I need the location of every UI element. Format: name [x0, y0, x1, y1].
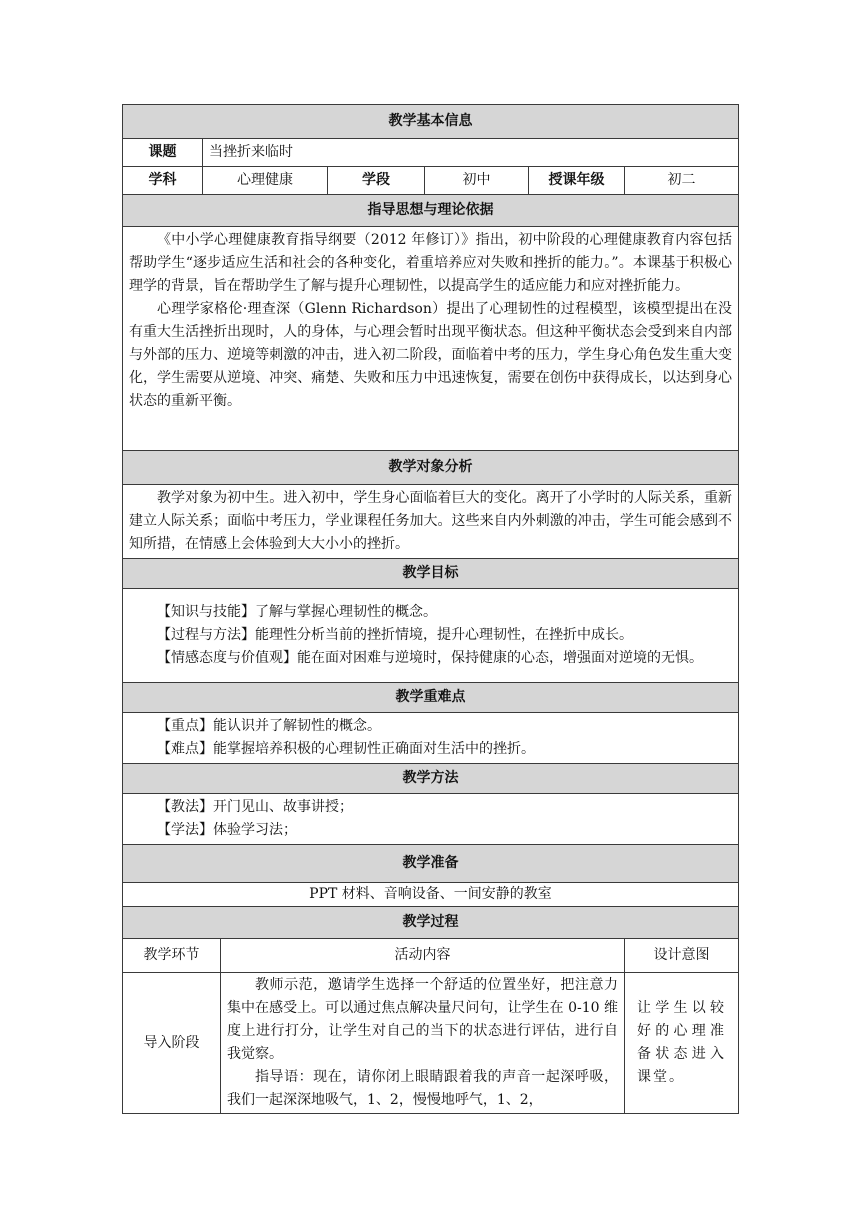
preparation-content: PPT 材料、音响设备、一间安静的教室	[123, 883, 739, 907]
teaching-method: 【教法】开门见山、故事讲授；	[157, 799, 353, 815]
grade-label: 授课年级	[529, 167, 625, 195]
goals-content	[123, 589, 739, 683]
subject-label: 学科	[123, 167, 203, 195]
guiding-header: 指导思想与理论依据	[123, 195, 739, 227]
topic-value: 当挫折来临时	[203, 139, 739, 167]
process-col-intent: 设计意图	[625, 939, 739, 973]
methods-content	[123, 794, 739, 845]
stage-label: 学段	[328, 167, 425, 195]
subject-value: 心理健康	[203, 167, 328, 195]
process-intent-intro: 让学生以较好的心理准备状态进入课堂。	[625, 973, 739, 1114]
grade-value: 初二	[625, 167, 739, 195]
process-stage-intro: 导入阶段	[123, 973, 221, 1114]
stage-value: 初中	[425, 167, 529, 195]
key-points-content	[123, 713, 739, 764]
process-header: 教学过程	[123, 907, 739, 939]
audience-paragraph: 教学对象为初中生。进入初中，学生身心面临着巨大的变化。离开了小学时的人际关系，重新建立人际关系；面临中考压力，学业课程任务加大。这些来自内外刺激的冲击，学生可能会感到不知所措，在情感上会体验到大大小小的挫折。	[129, 490, 732, 552]
guiding-paragraph-2: 心理学家格伦·理查深（Glenn Richardson）提出了心理韧性的过程模型，该模型提出在没有重大生活挫折出现时，人的身体，与心理会暂时出现平衡状态。但这种平衡状态会受到来自内部与外部的压力、逆境等刺激的冲击，进入初二阶段，面临着中考的压力，学生身心角色发生重大变化，学生需要从逆境、冲突、痛楚、失败和压力中迅速恢复，需要在创伤中获得成长，以达到身心状态的重新平衡。	[129, 301, 732, 409]
process-col-activity: 活动内容	[221, 939, 625, 973]
audience-content	[123, 485, 739, 559]
preparation-header: 教学准备	[123, 845, 739, 883]
methods-header: 教学方法	[123, 764, 739, 794]
audience-header: 教学对象分析	[123, 451, 739, 485]
activity-paragraph-1: 教师示范，邀请学生选择一个舒适的位置坐好，把注意力集中在感受上。可以通过焦点解决量尺问句，让学生在 0-10 维度上进行打分，让学生对自己的当下的状态进行评估，进行自我觉察。	[227, 977, 618, 1062]
lesson-plan-table	[122, 104, 739, 1114]
goals-header: 教学目标	[123, 559, 739, 589]
guiding-paragraph-1: 《中小学心理健康教育指导纲要（2012 年修订）》指出，初中阶段的心理健康教育内容包括帮助学生“逐步适应生活和社会的各种变化，着重培养应对失败和挫折的能力。”。本课基于积极心理学的背景，旨在帮助学生了解与提升心理韧性，以提高学生的适应能力和应对挫折能力。	[129, 232, 732, 294]
goal-emotion: 【情感态度与价值观】能在面对困难与逆境时，保持健康的心态，增强面对逆境的无惧。	[157, 650, 703, 666]
topic-label: 课题	[123, 139, 203, 167]
difficult-point: 【难点】能掌握培养积极的心理韧性正确面对生活中的挫折。	[157, 741, 535, 757]
key-points-header: 教学重难点	[123, 683, 739, 713]
key-point: 【重点】能认识并了解韧性的概念。	[157, 718, 381, 734]
guiding-content	[123, 227, 739, 451]
learning-method: 【学法】体验学习法；	[157, 822, 297, 838]
process-activity-intro	[221, 973, 625, 1114]
basic-info-header: 教学基本信息	[123, 105, 739, 139]
activity-paragraph-2: 指导语：现在，请你闭上眼睛跟着我的声音一起深呼吸，我们一起深深地吸气，1、2，慢慢地呼气，1、2，	[227, 1069, 618, 1108]
lesson-plan-sheet	[122, 104, 738, 1114]
goal-knowledge: 【知识与技能】了解与掌握心理韧性的概念。	[157, 604, 437, 620]
goal-process: 【过程与方法】能理性分析当前的挫折情境，提升心理韧性，在挫折中成长。	[157, 627, 633, 643]
process-col-stage: 教学环节	[123, 939, 221, 973]
